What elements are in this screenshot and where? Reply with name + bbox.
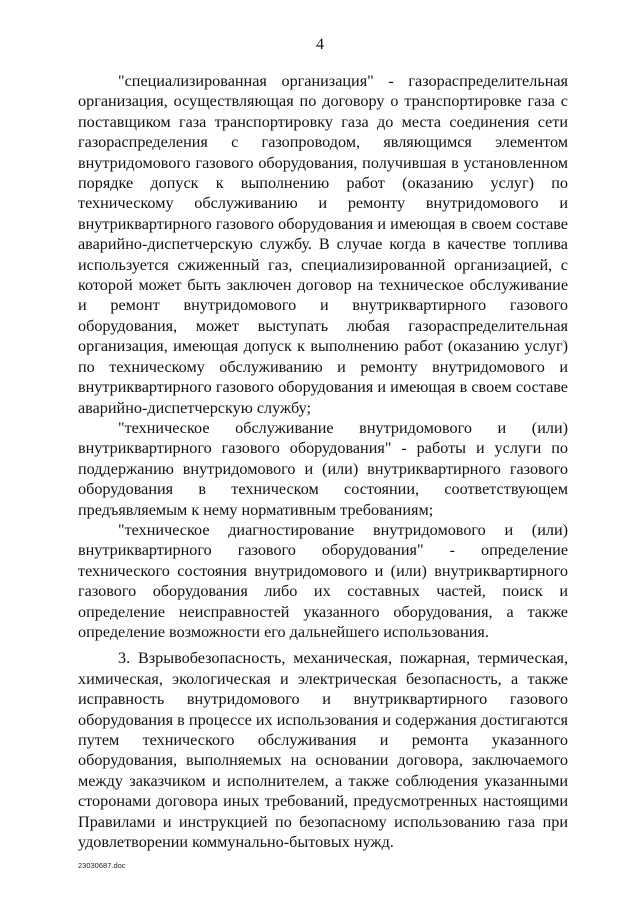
definition-technical-maintenance: "техническое обслуживание внутридомового и (или) внутриквартирного газового оборудования" - работы и услуги по поддержанию внутридомового и (или) внутриквартирного газового оборудования в техническом состоянии, соответствующем предъявляемым к нему нормативным требованиям; [78, 418, 568, 519]
page-number: 4 [316, 36, 324, 53]
definition-specialized-organization: "специализированная организация" - газораспределительная организация, осуществляющая по договору о транспортировке газа с поставщиком газа транспортировку газа до места соединения сети газораспределения с газопроводом, являющимся элементом внутридомового газового оборудования, получившая в установленном порядке допуск к выполнению работ (оказанию услуг) по техническому обслуживанию и ремонту внутридомового и внутриквартирного газового оборудования и имеющая в своем составе аварийно-диспетчерскую службу. В случае когда в качестве топлива используется сжиженный газ, специализированной организацией, с которой может быть заключен договор на техническое обслуживание и ремонт внутридомового и внутриквартирного газового оборудования, может выступать любая газораспределительная организация, имеющая допуск к выполнению работ (оказанию услуг) по техническому обслуживанию и ремонту внутридомового и внутриквартирного газового оборудования и имеющая в своем составе аварийно-диспетчерскую службу; [78, 72, 568, 417]
definition-technical-diagnostics: "техническое диагностирование внутридомового и (или) внутриквартирного газового оборудования" - определение технического состояния внутридомового и (или) внутриквартирного газового оборудования либо их составных частей, поиск и определение неисправностей указанного оборудования, а также определение возможности его дальнейшего использования. [78, 520, 568, 641]
clause-3-safety: 3. Взрывобезопасность, механическая, пожарная, термическая, химическая, экологическая и электрическая безопасность, а также исправность внутридомового и внутриквартирного газового оборудования в процессе их использования и содержания достигаются путем технического обслуживания и ремонта указанного оборудования, выполняемых на основании договора, заключаемого между заказчиком и исполнителем, а также соблюдения указанными сторонами договора иных требований, предусмотренных настоящими Правилами и инструкцией по безопасному использованию газа при удовлетворении коммунально-бытовых нужд. [78, 649, 568, 852]
document-body [78, 71, 568, 852]
footer-filename: 23030687.doc [78, 861, 126, 870]
